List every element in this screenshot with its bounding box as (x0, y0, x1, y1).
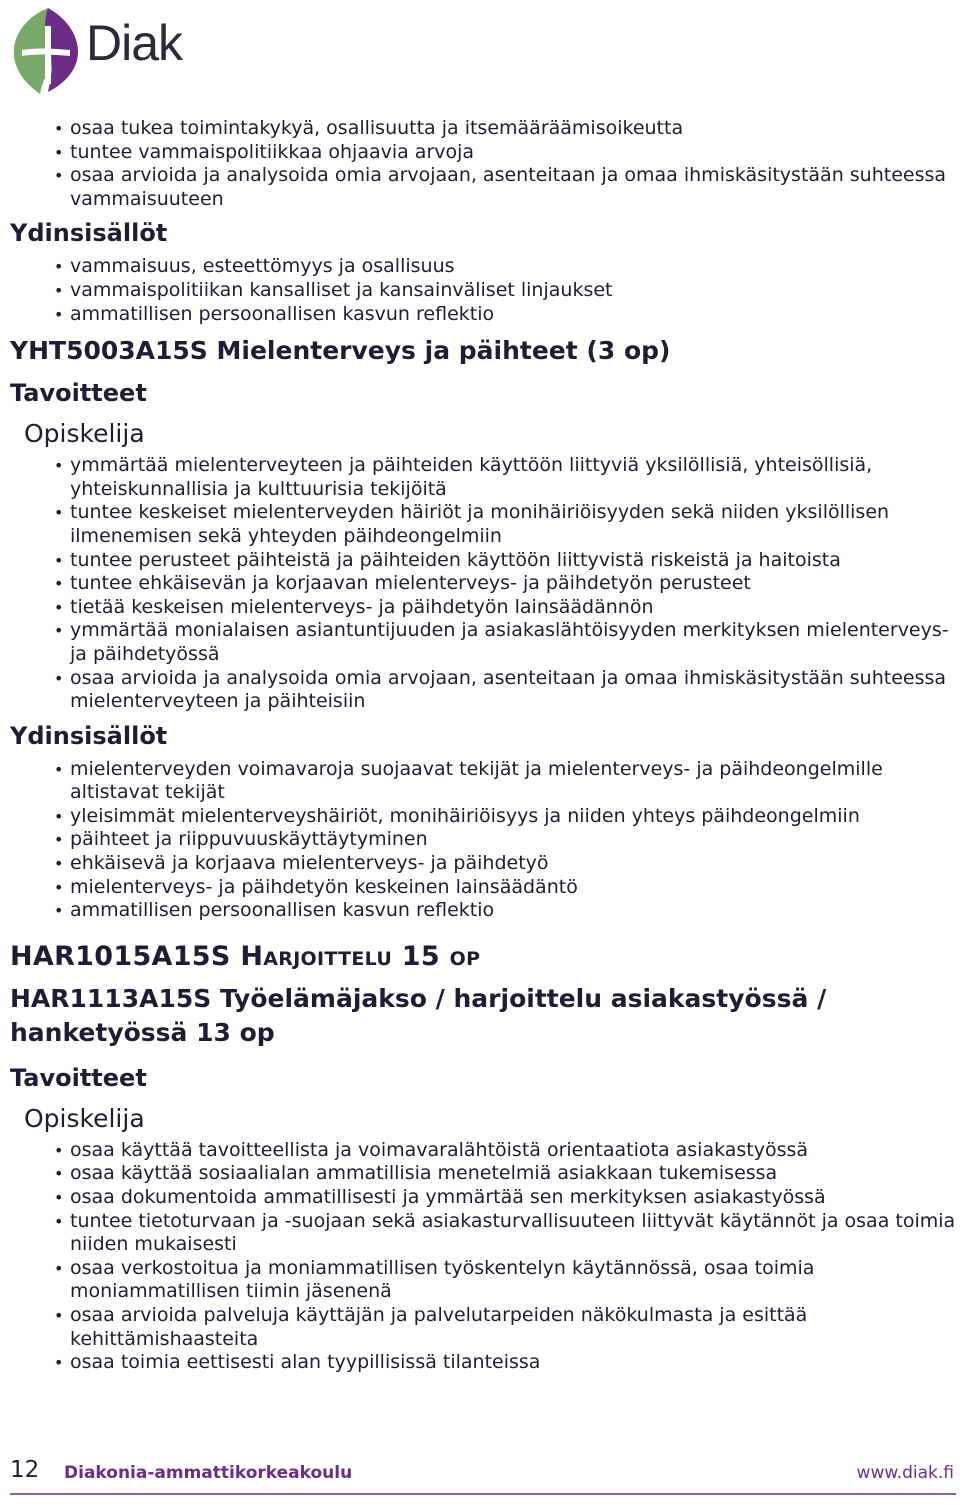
intro-bullet-list (10, 117, 956, 211)
list-item: • tietää keskeisen mielenterveys- ja päihdetyön lainsäädännön (10, 596, 956, 620)
organization-name: Diakonia-ammattikorkeakoulu (64, 1463, 353, 1483)
diak-emblem-icon (8, 4, 88, 96)
course-code: YHT5003A15S (10, 336, 208, 366)
list-item: • yleisimmät mielenterveyshäiriöt, monihäiriöisyys ja niiden yhteys päihdeongelmiin (10, 805, 956, 829)
course-code: HAR1113A15S (10, 983, 212, 1013)
list-item: • tuntee vammaispolitiikkaa ohjaavia arvoja (10, 141, 956, 165)
logo-wordmark: Diak (86, 15, 183, 71)
list-item: • osaa arvioida ja analysoida omia arvojaan, asenteitaan ja omaa ihmiskäsitystään suhteessa mielenterveyteen ja päihteisiin (10, 667, 956, 714)
list-item: • osaa verkostoitua ja moniammatillisen työskentelyn käytännössä, osaa toimia moniammatillisen tiimin jäsenenä (10, 1257, 956, 1304)
list-item: • mielenterveys- ja päihdetyön keskeinen lainsäädäntö (10, 876, 956, 900)
list-item: • tuntee keskeiset mielenterveyden häiriöt ja monihäiriöisyyden sekä niiden yksilöllisen ilmenemisen sekä yhteyden päihdeongelmiin (10, 501, 956, 548)
list-item: • osaa dokumentoida ammatillisesti ja ymmärtää sen merkityksen asiakastyössä (10, 1186, 956, 1210)
core-contents-list (10, 758, 956, 923)
footer-divider (10, 1493, 956, 1495)
list-item: • tuntee ehkäisevän ja korjaavan mielenterveys- ja päihdetyön perusteet (10, 572, 956, 596)
module-heading (10, 941, 956, 972)
subheading-student: Opiskelija (24, 419, 145, 449)
list-item: • ymmärtää mielenterveyteen ja päihteiden käyttöön liittyviä yksilöllisiä, yhteisöllisiä, yhteiskunnallisia ja kulttuurisia tekijöitä (10, 454, 956, 501)
diak-logo (8, 4, 208, 96)
section-heading-core-contents: Ydinsisällöt (10, 219, 168, 248)
list-item: • osaa toimia eettisesti alan tyypillisissä tilanteissa (10, 1351, 956, 1375)
list-item: • ammatillisen persoonallisen kasvun reflektio (10, 899, 956, 923)
website-link[interactable]: www.diak.fi (856, 1463, 954, 1483)
list-item: • osaa arvioida palveluja käyttäjän ja palvelutarpeiden näkökulmasta ja esittää kehittämishaasteita (10, 1304, 956, 1351)
module-credits: 15 op (401, 940, 481, 972)
core-contents-list (10, 255, 956, 326)
list-item: • päihteet ja riippuvuuskäyttäytyminen (10, 828, 956, 852)
page-content (10, 117, 956, 1375)
module-code: HAR1015A15S (10, 940, 231, 972)
list-item: • ammatillisen persoonallisen kasvun reflektio (10, 303, 956, 327)
list-item: • mielenterveyden voimavaroja suojaavat tekijät ja mielenterveys- ja päihdeongelmille altistavat tekijät (10, 758, 956, 805)
course-heading (10, 336, 956, 365)
page-number: 12 (10, 1457, 40, 1483)
list-item: • tuntee tietoturvaan ja -suojaan sekä asiakasturvallisuuteen liittyvät käytännöt ja osaa toimia niiden mukaisesti (10, 1210, 956, 1257)
course-name-line-2: hanketyössä 13 op (10, 1017, 275, 1047)
page-footer (10, 1457, 956, 1489)
subheading-student: Opiskelija (24, 1103, 145, 1133)
goals-list (10, 1139, 956, 1375)
module-name: Harjoittelu (240, 940, 393, 972)
section-heading-goals: Tavoitteet (10, 1063, 147, 1092)
list-item: • tuntee perusteet päihteistä ja päihteiden käyttöön liittyvistä riskeistä ja haitoista (10, 549, 956, 573)
course-name: Mielenterveys ja päihteet (3 op) (216, 336, 671, 366)
list-item: • osaa arvioida ja analysoida omia arvojaan, asenteitaan ja omaa ihmiskäsitystään suhteessa vammaisuuteen (10, 164, 956, 211)
list-item: • vammaisuus, esteettömyys ja osallisuus (10, 255, 956, 279)
list-item: • osaa käyttää tavoitteellista ja voimavaralähtöistä orientaatiota asiakastyössä (10, 1139, 956, 1163)
list-item: • ymmärtää monialaisen asiantuntijuuden ja asiakaslähtöisyyden merkityksen mielenterveys- ja päihdetyössä (10, 619, 956, 666)
course-name-line-1: Työelämäjakso / harjoittelu asiakastyössä / (219, 983, 827, 1013)
course-heading (10, 982, 956, 1050)
list-item: • vammaispolitiikan kansalliset ja kansainväliset linjaukset (10, 279, 956, 303)
goals-list (10, 454, 956, 714)
list-item: • osaa käyttää sosiaalialan ammatillisia menetelmiä asiakkaan tukemisessa (10, 1162, 956, 1186)
list-item: • osaa tukea toimintakykyä, osallisuutta ja itsemääräämisoikeutta (10, 117, 956, 141)
list-item: • ehkäisevä ja korjaava mielenterveys- ja päihdetyö (10, 852, 956, 876)
section-heading-goals: Tavoitteet (10, 379, 147, 408)
section-heading-core-contents: Ydinsisällöt (10, 721, 168, 750)
